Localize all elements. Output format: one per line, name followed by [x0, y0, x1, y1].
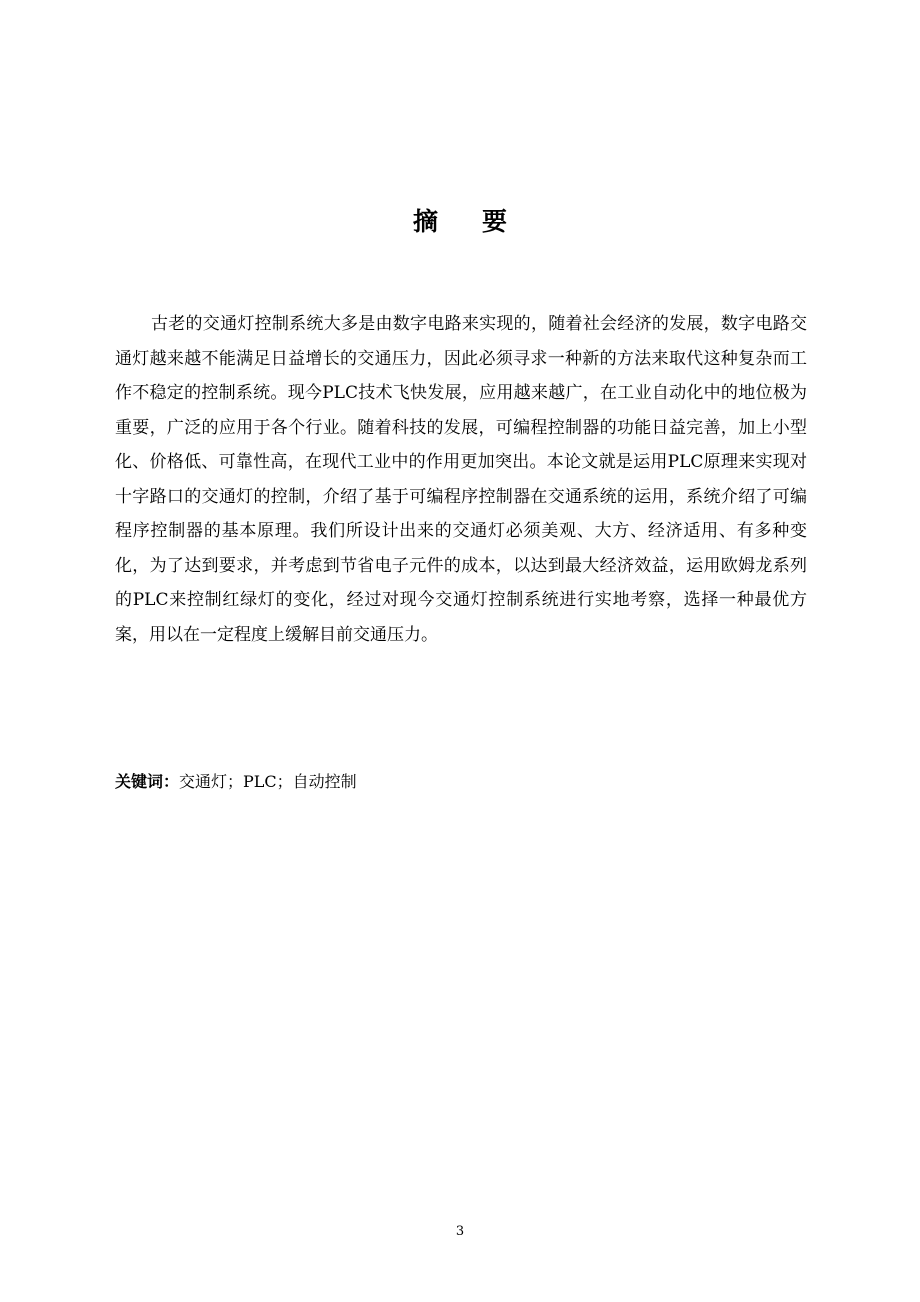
keywords-label: 关键词：	[115, 772, 180, 791]
page-number: 3	[455, 1224, 465, 1239]
abstract-paragraph: 古老的交通灯控制系统大多是由数字电路来实现的，随着社会经济的发展，数字电路交通灯越来越不能满足日益增长的交通压力，因此必须寻求一种新的方法来取代这种复杂而工作不稳定的控制系统。现今PLC技术飞快发展，应用越来越广，在工业自动化中的地位极为重要，广泛的应用于各个行业。随着科技的发展，可编程控制器的功能日益完善，加上小型化、价格低、可靠性高，在现代工业中的作用更加突出。本论文就是运用PLC原理来实现对十字路口的交通灯的控制，介绍了基于可编程序控制器在交通系统的运用，系统介绍了可编程序控制器的基本原理。我们所设计出来的交通灯必须美观、大方、经济适用、有多种变化，为了达到要求，并考虑到节省电子元件的成本，以达到最大经济效益，运用欧姆龙系列的PLC来控制红绿灯的变化，经过对现今交通灯控制系统进行实地考察，选择一种最优方案，用以在一定程度上缓解目前交通压力。	[115, 314, 807, 645]
page-title: 摘要	[412, 207, 551, 236]
keywords-line	[115, 768, 807, 796]
keywords-text: 交通灯；PLC；自动控制	[179, 772, 357, 791]
